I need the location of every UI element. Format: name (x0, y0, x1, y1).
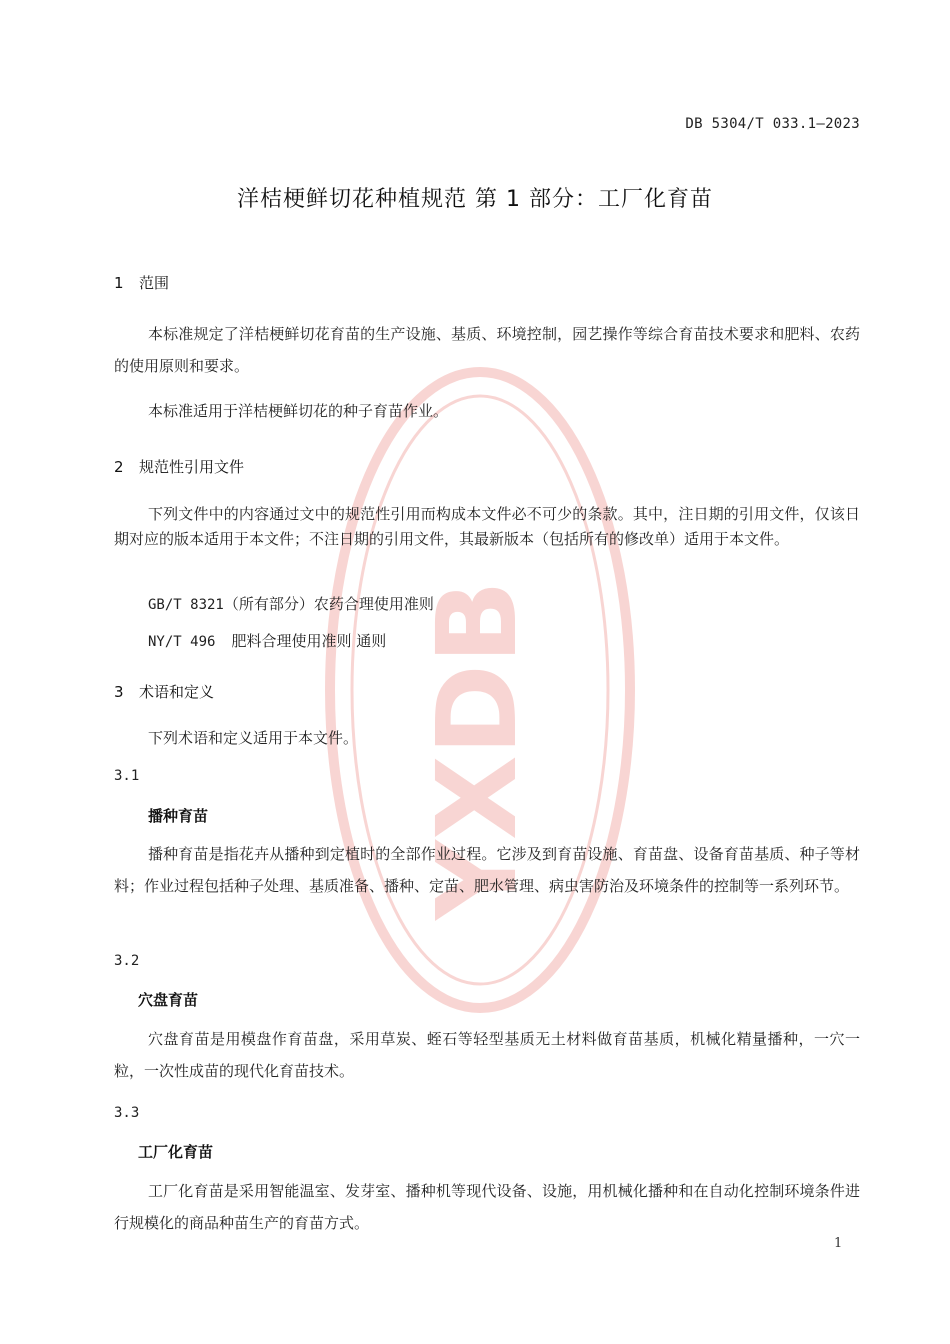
section-1-paragraph-2: 本标准适用于洋桔梗鲜切花的种子育苗作业。 (148, 402, 449, 420)
document-number: DB 5304/T 033.1—2023 (685, 116, 860, 132)
term-number: 3.3 (114, 1105, 140, 1121)
section-3-paragraph-1: 下列术语和定义适用于本文件。 (148, 729, 359, 747)
term-title: 工厂化育苗 (138, 1143, 214, 1161)
section-2-heading (114, 456, 244, 477)
page-title: 洋桔梗鲜切花种植规范 第 1 部分：工厂化育苗 (237, 187, 713, 212)
reference-item (148, 630, 386, 651)
section-2-paragraph-1: 下列文件中的内容通过文中的规范性引用而构成本文件必不可少的条款。其中，注日期的引用文件，仅该日期对应的版本适用于本文件；不注日期的引用文件，其最新版本（包括所有的修改单）适用于本文件。 (114, 505, 860, 548)
term-number: 3.2 (114, 953, 140, 969)
term-title: 播种育苗 (148, 807, 209, 825)
section-title: 术语和定义 (139, 683, 215, 701)
reference-text: 肥料合理使用准则 通则 (231, 632, 387, 650)
reference-item (148, 593, 434, 614)
section-3-heading (114, 681, 214, 702)
section-title: 范围 (139, 274, 170, 292)
term-definition: 穴盘育苗是用模盘作育苗盘，采用草炭、蛭石等轻型基质无土材料做育苗基质，机械化精量播种，一穴一粒，一次性成苗的现代化育苗技术。 (114, 1030, 860, 1080)
term-title: 穴盘育苗 (138, 991, 199, 1009)
seal-watermark (320, 360, 640, 1020)
term-number: 3.1 (114, 768, 140, 784)
section-1-heading (114, 272, 169, 293)
section-number: 1 (114, 274, 124, 292)
reference-text: （所有部分）农药合理使用准则 (223, 595, 434, 613)
page-number: 1 (834, 1236, 843, 1251)
section-1-paragraph-1: 本标准规定了洋桔梗鲜切花育苗的生产设施、基质、环境控制，园艺操作等综合育苗技术要求和肥料、农药的使用原则和要求。 (114, 325, 860, 375)
reference-code: NY/T 496 (148, 634, 216, 650)
section-title: 规范性引用文件 (139, 458, 245, 476)
svg-text:YXDB: YXDB (413, 580, 541, 920)
section-number: 2 (114, 458, 124, 476)
term-definition: 工厂化育苗是采用智能温室、发芽室、播种机等现代设备、设施，用机械化播种和在自动化控制环境条件进行规模化的商品种苗生产的育苗方式。 (114, 1182, 860, 1232)
reference-code: GB/T 8321 (148, 597, 224, 613)
term-definition: 播种育苗是指花卉从播种到定植时的全部作业过程。它涉及到育苗设施、育苗盘、设备育苗基质、种子等材料；作业过程包括种子处理、基质准备、播种、定苗、肥水管理、病虫害防治及环境条件的控制等一系列环节。 (114, 845, 860, 895)
section-number: 3 (114, 683, 124, 701)
